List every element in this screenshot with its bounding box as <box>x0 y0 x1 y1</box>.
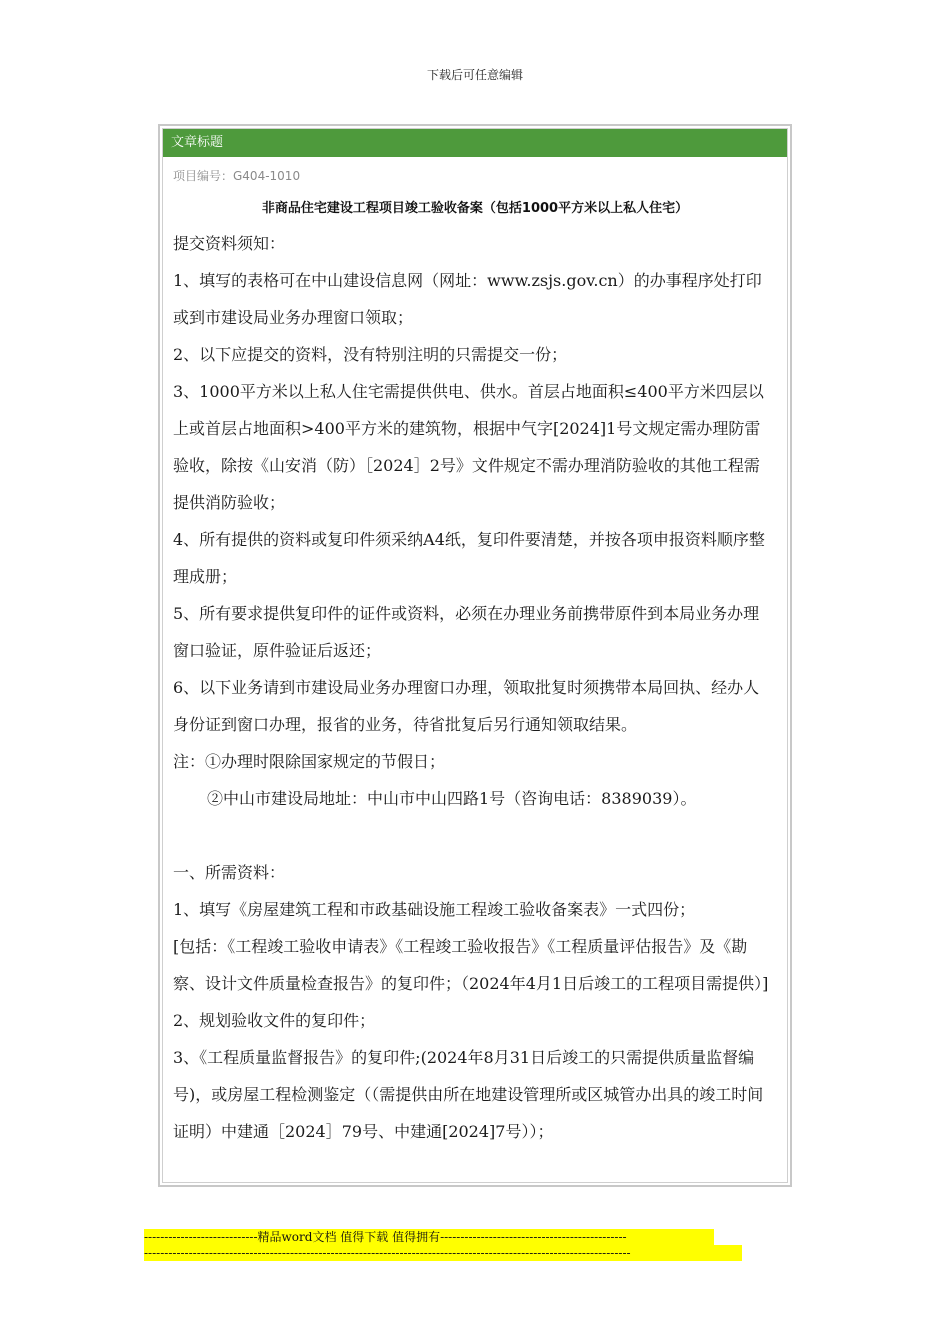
paragraph-note-1: 注：①办理时限除国家规定的节假日； <box>173 752 446 771</box>
material-item-3: 3、《工程质量监督报告》的复印件;(2024年8月31日后竣工的只需提供质量监督编号)，或房屋工程检测鉴定（（需提供由所在地建设管理所或区城管办出具的竣工时间证明）中建通［2024］79号、中建通[2024]7号））； <box>173 1048 764 1141</box>
paragraph-item-5: 5、所有要求提供复印件的证件或资料，必须在办理业务前携带原件到本局业务办理窗口验证，原件验证后返还； <box>173 604 760 660</box>
paragraph-note-2: ②中山市建设局地址：中山市中山四路1号（咨询电话：8389039）。 <box>207 789 697 808</box>
footer-line-1: ----------------------------精品word文档 值得下载 值得拥有---------------------------------------------- <box>144 1229 714 1245</box>
article-title-bar: 文章标题 <box>163 129 787 157</box>
paragraph-item-6: 6、以下业务请到市建设局业务办理窗口办理，领取批复时须携带本局回执、经办人身份证到窗口办理，报省的业务，待省批复后另行通知领取结果。 <box>173 678 760 734</box>
paragraph-item-1: 1、填写的表格可在中山建设信息网（网址：www.zsjs.gov.cn）的办事程序处打印或到市建设局业务办理窗口领取； <box>173 271 762 327</box>
blank-line <box>173 817 769 854</box>
section-heading-required-materials: 一、所需资料： <box>173 863 286 882</box>
project-number: 项目编号：G404-1010 <box>173 169 301 183</box>
document-title: 非商品住宅建设工程项目竣工验收备案（包括1000平方米以上私人住宅） <box>261 201 689 216</box>
paragraph-item-2: 2、以下应提交的资料，没有特别注明的只需提交一份； <box>173 345 568 364</box>
footer-banner <box>144 1229 742 1261</box>
material-item-1: 1、填写《房屋建筑工程和市政基础设施工程竣工验收备案表》一式四份； <box>173 900 696 919</box>
article-panel-inner <box>162 128 788 1183</box>
footer-line-2: ------------------------------------------------------------------------------------------------------------------------ <box>144 1245 742 1261</box>
article-body <box>173 225 769 1150</box>
paragraph-item-3: 3、1000平方米以上私人住宅需提供供电、供水。首层占地面积≤400平方米四层以上或首层占地面积>400平方米的建筑物，根据中气字[2024]1号文规定需办理防雷验收，除按《山安消（防）［2024］2号》文件规定不需办理消防验收的其他工程需提供消防验收； <box>173 382 764 512</box>
material-item-1-detail: [包括：《工程竣工验收申请表》《工程竣工验收报告》《工程质量评估报告》及《勘察、设计文件质量检查报告》的复印件；（2024年4月1日后竣工的工程项目需提供）] <box>173 937 769 993</box>
header-note: 下载后可任意编辑 <box>426 68 523 82</box>
paragraph-item-4: 4、所有提供的资料或复印件须采纳A4纸，复印件要清楚，并按各项申报资料顺序整理成册； <box>173 530 765 586</box>
material-item-2: 2、规划验收文件的复印件； <box>173 1011 376 1030</box>
paragraph-notice-heading: 提交资料须知： <box>173 234 286 253</box>
article-panel <box>158 124 792 1187</box>
